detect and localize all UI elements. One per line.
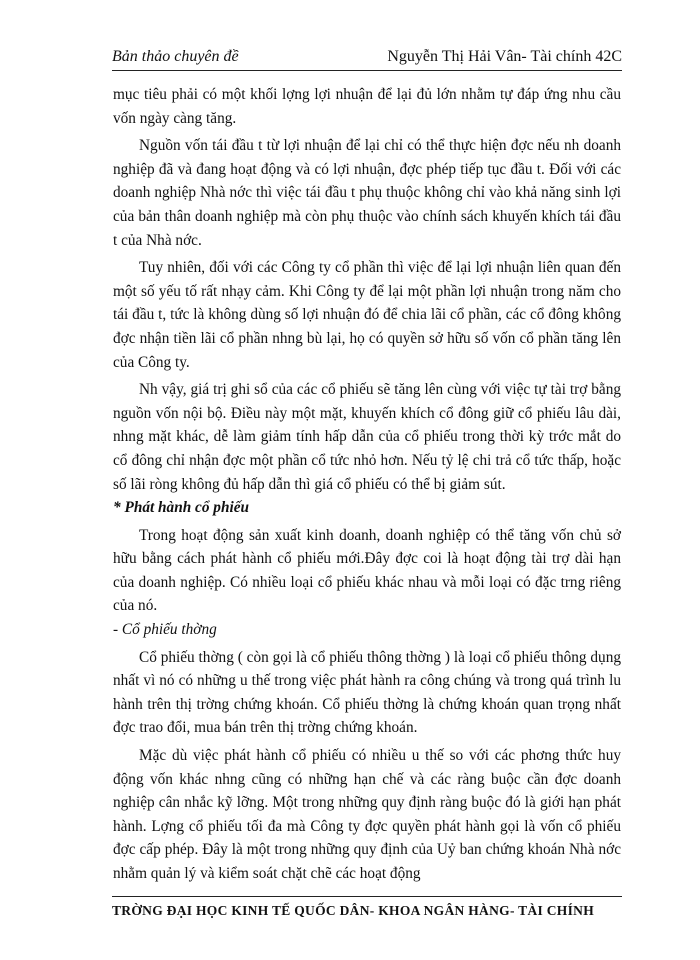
document-body bbox=[113, 83, 621, 890]
paragraph-5: Trong hoạt động sản xuất kinh doanh, doanh nghiệp có thể tăng vốn chủ sở hữu bằng cách phát hành cổ phiếu mới.Đây đợc coi là hoạt động tài trợ dài hạn của doanh nghiệp. Có nhiều loại cổ phiếu khác nhau và mỗi loại có đặc trng riêng của nó. bbox=[113, 526, 621, 615]
paragraph-1: mục tiêu phải có một khối lợng lợi nhuận để lại đủ lớn nhằm tự đáp ứng nhu cầu vốn ngày càng tăng. bbox=[113, 86, 621, 127]
paragraph-7: Mặc dù việc phát hành cổ phiếu có nhiều u thế so với các phơng thức huy động vốn khác nhng cũng có những hạn chế và các ràng buộc cần đợc doanh nghiệp cân nhắc kỹ lỡng. Một trong những quy định ràng buộc đó là giới hạn phát hành. Lợng cổ phiếu tối đa mà Công ty đợc quyền phát hành gọi là vốn cổ phiếu đợc cấp phép. Đây là một trong những quy định của Uỷ ban chứng khoán Nhà nớc nhằm quản lý và kiểm soát chặt chẽ các hoạt động bbox=[113, 747, 621, 882]
paragraph-4: Nh vậy, giá trị ghi sổ của các cổ phiếu sẽ tăng lên cùng với việc tự tài trợ bằng nguồn vốn nội bộ. Điều này một mặt, khuyến khích cổ đông giữ cổ phiếu lâu dài, nhng mặt khác, dễ làm giảm tính hấp dẫn của cổ phiếu trong thời kỳ trớc mắt do cổ đông chỉ nhận đợc một phần cổ tức nhỏ hơn. Nếu tỷ lệ chi trả cổ tức thấp, hoặc số lãi ròng không đủ hấp dẫn thì giá cổ phiếu có thể bị giảm sút. bbox=[113, 381, 621, 493]
page-footer: TRỜNG ĐẠI HỌC KINH TẾ QUỐC DÂN- KHOA NGÂN HÀNG- TÀI CHÍNH bbox=[112, 896, 622, 933]
paragraph-2: Nguồn vốn tái đầu t từ lợi nhuận để lại chỉ có thể thực hiện đợc nếu nh doanh nghiệp đã và đang hoạt động và có lợi nhuận, đợc phép tiếp tục đầu t. Đối với các doanh nghiệp Nhà nớc thì việc tái đầu t phụ thuộc không chỉ vào khả năng sinh lợi của bản thân doanh nghiệp mà còn phụ thuộc vào chính sách khuyến khích tái đầu t của Nhà nớc. bbox=[113, 137, 621, 249]
header-left-title: Bản thảo chuyên đề bbox=[112, 48, 239, 65]
paragraph-6: Cổ phiếu thờng ( còn gọi là cổ phiếu thông thờng ) là loại cổ phiếu thông dụng nhất vì nó có những u thế trong việc phát hành ra công chúng và trong quá trình lu hành trên thị trờng chứng khoán. Cổ phiếu thờng là chứng khoán quan trọng nhất đợc trao đổi, mua bán trên thị trờng chứng khoán. bbox=[113, 648, 621, 737]
section-heading: * Phát hành cổ phiếu bbox=[113, 499, 250, 517]
subsection-heading: - Cổ phiếu thờng bbox=[113, 621, 217, 639]
paragraph-3: Tuy nhiên, đối với các Công ty cổ phần thì việc để lại lợi nhuận liên quan đến một số yếu tố rất nhạy cảm. Khi Công ty để lại một phần lợi nhuận trong năm cho tái đầu t, tức là không dùng số lợi nhuận đó để chia lãi cổ phần, các cổ đông không đợc nhận tiền lãi cổ phần nhng bù lại, họ có quyền sở hữu số vốn cổ phần tăng lên của Công ty. bbox=[113, 259, 621, 371]
header-author: Nguyễn Thị Hải Vân- Tài chính 42C bbox=[387, 48, 622, 65]
page-header bbox=[112, 38, 622, 71]
